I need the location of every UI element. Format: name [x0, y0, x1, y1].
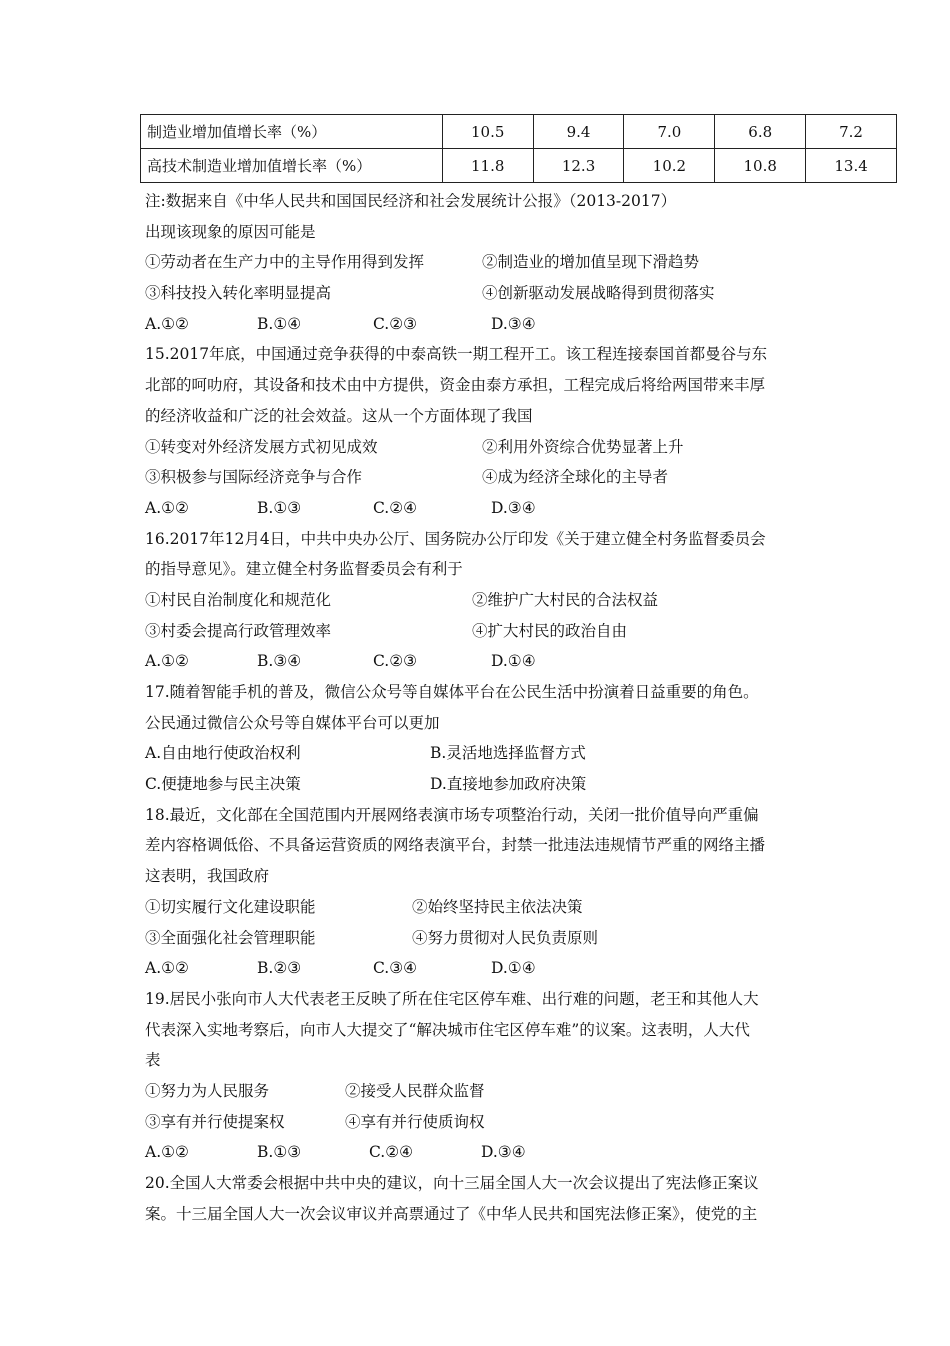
q15-choices	[145, 493, 825, 524]
q15-stem-line: 北部的呵叻府，其设备和技术由中方提供，资金由泰方承担，工程完成后将给两国带来丰厚	[145, 376, 766, 395]
q18-stem-line: 18.最近，文化部在全国范围内开展网络表演市场专项整治行动，关闭一批价值导向严重偏	[145, 805, 759, 824]
option-c: C.便捷地参与民主决策	[145, 775, 301, 794]
q20-stem-line: 20.全国人大常委会根据中共中央的建议，向十三届全国人大一次会议提出了宪法修正案议	[145, 1174, 759, 1192]
option-text: ④努力贯彻对人民负责原则	[412, 928, 599, 947]
option-text: ③全面强化社会管理职能	[145, 928, 316, 947]
table-cell: 12.3	[533, 149, 624, 183]
q14-choices	[145, 309, 825, 340]
q19-stem-line: 代表深入实地考察后，向市人大提交了“解决城市住宅区停车难”的议案。这表明，人大代	[145, 1020, 750, 1039]
table-cell: 11.8	[442, 149, 533, 183]
table-row	[141, 115, 897, 149]
q17-stem-line: 17.随着智能手机的普及，微信公众号等自媒体平台在公民生活中扮演着日益重要的角色。	[145, 683, 759, 701]
q17-options-row	[145, 738, 825, 769]
table-cell: 13.4	[806, 149, 897, 183]
option-text: ③享有并行使提案权	[145, 1112, 285, 1131]
table-cell: 6.8	[715, 115, 806, 149]
table-cell: 7.2	[806, 115, 897, 149]
q19-stem-line: 19.居民小张向市人大代表老王反映了所在住宅区停车难、出行难的问题，老王和其他人大	[145, 989, 759, 1008]
q14-options-row	[145, 247, 825, 278]
choice-d: D.③④	[491, 498, 536, 517]
choice-b: B.①③	[257, 1143, 302, 1162]
q18-stem-line: 这表明，我国政府	[145, 867, 270, 886]
choice-a: A.①②	[145, 498, 189, 517]
option-text: ①努力为人民服务	[145, 1081, 270, 1100]
choice-b: B.①④	[257, 314, 302, 333]
q19-options-row	[145, 1107, 825, 1138]
choice-a: A.①②	[145, 959, 189, 978]
option-text: ①转变对外经济发展方式初见成效	[145, 437, 378, 456]
option-text: ③村委会提高行政管理效率	[145, 621, 332, 640]
choice-d: D.③④	[481, 1143, 526, 1162]
q16-choices	[145, 646, 825, 677]
q19-choices	[145, 1137, 825, 1168]
option-text: ①村民自治制度化和规范化	[145, 590, 332, 609]
choice-c: C.②④	[373, 498, 418, 517]
table-cell: 10.8	[715, 149, 806, 183]
q14-options-row	[145, 278, 825, 309]
option-text: ②接受人民群众监督	[345, 1081, 485, 1100]
q15-options-row	[145, 432, 825, 463]
table-cell: 9.4	[533, 115, 624, 149]
q20-stem-line: 案。十三届全国人大一次会议审议并高票通过了《中华人民共和国宪法修正案》，使党的主	[145, 1204, 758, 1223]
q14-stem: 出现该现象的原因可能是	[145, 222, 316, 241]
choice-c: C.②③	[373, 652, 418, 671]
q19-stem-line: 表	[145, 1051, 161, 1070]
option-text: ④成为经济全球化的主导者	[482, 468, 669, 487]
table-cell: 10.5	[442, 115, 533, 149]
option-text: ③积极参与国际经济竞争与合作	[145, 468, 363, 487]
source-note: 注:数据来自《中华人民共和国国民经济和社会发展统计公报》（2013-2017）	[145, 192, 677, 210]
q17-options-row	[145, 769, 825, 800]
question-body	[145, 186, 825, 1229]
q15-options-row	[145, 462, 825, 493]
q16-options-row	[145, 585, 825, 616]
choice-c: C.③④	[373, 959, 418, 978]
choice-d: D.①④	[491, 652, 536, 671]
q18-choices	[145, 953, 825, 984]
growth-rate-table	[140, 114, 897, 183]
option-text: ③科技投入转化率明显提高	[145, 284, 332, 303]
choice-b: B.③④	[257, 652, 302, 671]
choice-a: A.①②	[145, 1143, 189, 1162]
q19-options-row	[145, 1076, 825, 1107]
row-label: 制造业增加值增长率（%）	[141, 115, 443, 149]
option-text: ①劳动者在生产力中的主导作用得到发挥	[145, 253, 425, 272]
choice-a: A.①②	[145, 314, 189, 333]
choice-d: D.①④	[491, 959, 536, 978]
table-cell: 10.2	[624, 149, 715, 183]
table-row	[141, 149, 897, 183]
choice-c: C.②③	[373, 314, 418, 333]
option-text: ④扩大村民的政治自由	[472, 621, 628, 640]
option-text: ①切实履行文化建设职能	[145, 897, 316, 916]
q18-stem-line: 差内容格调低俗、不具备运营资质的网络表演平台，封禁一批违法违规情节严重的网络主播	[145, 836, 766, 855]
q16-stem-line: 16.2017年12月4日，中共中央办公厅、国务院办公厅印发《关于建立健全村务监督委员会	[145, 529, 766, 548]
q15-stem-line: 的经济收益和广泛的社会效益。这从一个方面体现了我国	[145, 406, 533, 425]
option-text: ②制造业的增加值呈现下滑趋势	[482, 253, 700, 272]
q17-stem-line: 公民通过微信公众号等自媒体平台可以更加	[145, 713, 440, 732]
option-text: ④享有并行使质询权	[345, 1112, 485, 1131]
option-d: D.直接地参加政府决策	[430, 775, 587, 794]
q15-stem-line: 15.2017年底，中国通过竞争获得的中泰高铁一期工程开工。该工程连接泰国首都曼谷与东	[145, 345, 768, 364]
choice-d: D.③④	[491, 314, 536, 333]
option-a: A.自由地行使政治权利	[145, 744, 301, 763]
choice-a: A.①②	[145, 652, 189, 671]
choice-b: B.②③	[257, 959, 302, 978]
q16-options-row	[145, 616, 825, 647]
q16-stem-line: 的指导意见》。建立健全村务监督委员会有利于	[145, 560, 463, 579]
q18-options-row	[145, 892, 825, 923]
option-text: ②利用外资综合优势显著上升	[482, 437, 684, 456]
choice-b: B.①③	[257, 498, 302, 517]
choice-c: C.②④	[369, 1143, 414, 1162]
table-cell: 7.0	[624, 115, 715, 149]
option-b: B.灵活地选择监督方式	[430, 744, 586, 763]
option-text: ②维护广大村民的合法权益	[472, 590, 659, 609]
q18-options-row	[145, 923, 825, 954]
row-label: 高技术制造业增加值增长率（%）	[141, 149, 443, 183]
option-text: ②始终坚持民主依法决策	[412, 897, 583, 916]
option-text: ④创新驱动发展战略得到贯彻落实	[482, 284, 715, 303]
